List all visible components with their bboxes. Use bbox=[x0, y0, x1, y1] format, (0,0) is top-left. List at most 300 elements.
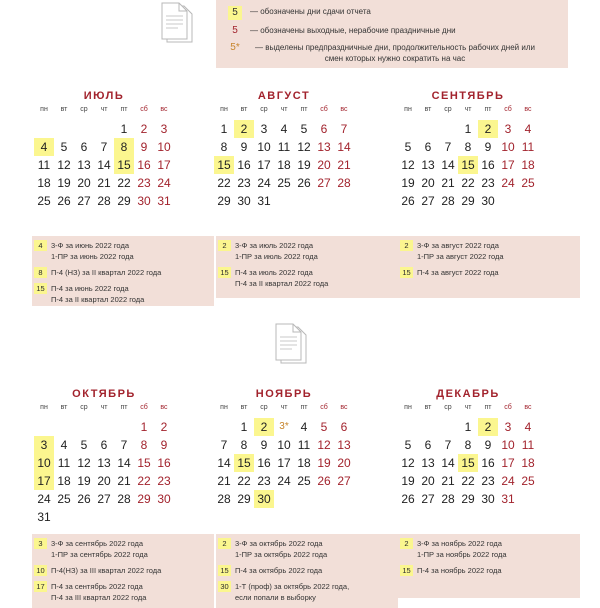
day-cell: 23 bbox=[481, 176, 495, 190]
day-cell: 3 bbox=[160, 122, 168, 136]
day-cell: 15 bbox=[458, 156, 478, 174]
report-line: 3-Ф за август 2022 года bbox=[417, 241, 499, 250]
day-cell: 24 bbox=[501, 474, 515, 488]
day-cell: 17 bbox=[277, 456, 291, 470]
week-row bbox=[214, 120, 354, 138]
legend-row bbox=[228, 6, 371, 20]
weekday-label: пт bbox=[300, 106, 308, 113]
report-day-badge: 2 bbox=[400, 240, 413, 251]
day-cell: 2 bbox=[140, 122, 148, 136]
report-day-badge: 30 bbox=[218, 581, 231, 592]
report-day-badge: 3 bbox=[34, 538, 47, 549]
day-cell: 31 bbox=[37, 510, 51, 524]
day-cell: 26 bbox=[57, 194, 71, 208]
day-cell: 13 bbox=[77, 158, 91, 172]
weekday-label: чт bbox=[100, 404, 108, 411]
day-cell: 19 bbox=[57, 176, 71, 190]
day-cell: 2 bbox=[254, 418, 274, 436]
report-line: 3-Ф за ноябрь 2022 года bbox=[417, 539, 502, 548]
day-cell: 8 bbox=[464, 140, 472, 154]
legend-row bbox=[228, 42, 558, 64]
day-cell: 27 bbox=[421, 194, 435, 208]
weekday-label: чт bbox=[100, 106, 108, 113]
empty-cell bbox=[314, 490, 334, 508]
day-cell: 14 bbox=[441, 456, 455, 470]
month-calendar bbox=[34, 90, 174, 210]
report-note bbox=[32, 538, 214, 560]
day-cell: 28 bbox=[441, 492, 455, 506]
weekday-label: вс bbox=[160, 106, 168, 113]
day-cell: 6 bbox=[320, 122, 328, 136]
day-cell: 23 bbox=[481, 474, 495, 488]
day-cell: 23 bbox=[237, 176, 251, 190]
day-cell: 22 bbox=[237, 474, 251, 488]
day-cell: 6 bbox=[80, 140, 88, 154]
day-cell: 25 bbox=[37, 194, 51, 208]
day-cell: 24 bbox=[277, 474, 291, 488]
week-row bbox=[398, 490, 538, 508]
report-line: 1-ПР за июнь 2022 года bbox=[51, 252, 134, 261]
day-cell: 13 bbox=[421, 158, 435, 172]
empty-cell bbox=[94, 120, 114, 138]
week-row bbox=[398, 472, 538, 490]
day-cell: 12 bbox=[317, 438, 331, 452]
day-cell: 13 bbox=[317, 140, 331, 154]
day-cell: 12 bbox=[77, 456, 91, 470]
day-cell: 29 bbox=[137, 492, 151, 506]
day-cell: 25 bbox=[521, 474, 535, 488]
day-cell: 19 bbox=[77, 474, 91, 488]
day-cell: 7 bbox=[444, 438, 452, 452]
day-cell: 4 bbox=[524, 420, 532, 434]
day-cell: 11 bbox=[521, 140, 535, 154]
report-lines bbox=[235, 267, 328, 289]
weekday-label: вт bbox=[240, 106, 248, 113]
day-cell: 4 bbox=[60, 438, 68, 452]
day-cell: 31 bbox=[257, 194, 271, 208]
day-cell: 28 bbox=[441, 194, 455, 208]
day-cell: 7 bbox=[340, 122, 348, 136]
weekday-label: ср bbox=[260, 404, 268, 411]
month-calendar bbox=[398, 388, 538, 508]
day-cell: 4 bbox=[280, 122, 288, 136]
month-calendar bbox=[214, 90, 354, 210]
report-notes bbox=[216, 236, 398, 298]
day-cell: 6 bbox=[100, 438, 108, 452]
day-cell: 6 bbox=[424, 140, 432, 154]
weekday-label: чт bbox=[464, 106, 472, 113]
report-line: 1-ПР за сентябрь 2022 года bbox=[51, 550, 148, 559]
report-line: 3-Ф за июль 2022 года bbox=[235, 241, 314, 250]
day-cell: 13 bbox=[337, 438, 351, 452]
report-line: 3-Ф за октябрь 2022 года bbox=[235, 539, 323, 548]
empty-cell bbox=[518, 490, 538, 508]
report-line: П-4 за июнь 2022 года bbox=[51, 284, 129, 293]
weekday-label: пн bbox=[404, 404, 412, 411]
week-row bbox=[34, 120, 174, 138]
empty-cell bbox=[74, 120, 94, 138]
empty-cell bbox=[114, 508, 134, 526]
report-day-badge: 10 bbox=[34, 565, 47, 576]
weekday-label: сб bbox=[140, 106, 148, 113]
day-cell: 30 bbox=[237, 194, 251, 208]
day-cell: 27 bbox=[97, 492, 111, 506]
day-cell: 5 bbox=[300, 122, 308, 136]
weekday-label: ср bbox=[80, 404, 88, 411]
day-cell: 12 bbox=[401, 158, 415, 172]
empty-cell bbox=[54, 508, 74, 526]
empty-cell bbox=[498, 192, 518, 210]
week-row bbox=[34, 454, 174, 472]
day-cell: 10 bbox=[501, 140, 515, 154]
empty-cell bbox=[398, 120, 418, 138]
day-cell: 23 bbox=[137, 176, 151, 190]
day-cell: 28 bbox=[117, 492, 131, 506]
weekday-label: сб bbox=[504, 404, 512, 411]
day-cell: 7 bbox=[120, 438, 128, 452]
day-cell: 2 bbox=[478, 418, 498, 436]
day-cell: 25 bbox=[521, 176, 535, 190]
weekday-label: вс bbox=[340, 404, 348, 411]
weekday-label: пн bbox=[220, 106, 228, 113]
day-cell: 10 bbox=[277, 438, 291, 452]
week-row bbox=[34, 472, 174, 490]
report-line: 1-Т (проф) за октябрь 2022 года, bbox=[235, 582, 350, 591]
day-cell: 9 bbox=[484, 140, 492, 154]
report-day-badge: 4 bbox=[34, 240, 47, 251]
day-cell: 9 bbox=[484, 438, 492, 452]
month-calendar bbox=[214, 388, 354, 508]
report-note bbox=[398, 565, 580, 576]
legend-row bbox=[228, 25, 456, 36]
weekday-label: сб bbox=[504, 106, 512, 113]
report-day-badge: 2 bbox=[400, 538, 413, 549]
report-line: П-4 за III квартал 2022 года bbox=[51, 593, 147, 602]
report-lines bbox=[51, 240, 134, 262]
empty-cell bbox=[214, 418, 234, 436]
day-cell: 10 bbox=[34, 454, 54, 472]
report-note bbox=[216, 267, 398, 289]
month-title: СЕНТЯБРЬ bbox=[431, 90, 505, 102]
week-row bbox=[214, 454, 354, 472]
day-cell: 4 bbox=[300, 420, 308, 434]
report-note bbox=[32, 240, 214, 262]
month-title: ДЕКАБРЬ bbox=[436, 388, 500, 400]
day-cell: 17 bbox=[501, 456, 515, 470]
weekday-header bbox=[34, 106, 174, 120]
day-cell: 1 bbox=[140, 420, 148, 434]
weekday-label: вт bbox=[60, 106, 68, 113]
report-day-badge: 15 bbox=[218, 565, 231, 576]
day-cell: 8 bbox=[114, 138, 134, 156]
legend-mark: 5* bbox=[230, 42, 240, 53]
weekday-label: чт bbox=[464, 404, 472, 411]
day-cell: 28 bbox=[217, 492, 231, 506]
report-lines bbox=[51, 565, 161, 576]
day-cell: 27 bbox=[317, 176, 331, 190]
weekday-header bbox=[34, 404, 174, 418]
report-lines bbox=[51, 267, 161, 278]
day-cell: 24 bbox=[257, 176, 271, 190]
report-line: П-4 за сентябрь 2022 года bbox=[51, 582, 143, 591]
day-cell: 12 bbox=[57, 158, 71, 172]
day-cell: 9 bbox=[240, 140, 248, 154]
day-cell: 14 bbox=[217, 456, 231, 470]
week-row bbox=[398, 174, 538, 192]
report-day-badge: 2 bbox=[218, 240, 231, 251]
report-line: 1-ПР за август 2022 года bbox=[417, 252, 504, 261]
day-cell: 8 bbox=[464, 438, 472, 452]
report-lines bbox=[417, 538, 507, 560]
day-cell: 26 bbox=[401, 194, 415, 208]
day-cell: 4 bbox=[34, 138, 54, 156]
day-cell: 15 bbox=[137, 456, 151, 470]
day-cell: 16 bbox=[237, 158, 251, 172]
day-cell: 17 bbox=[501, 158, 515, 172]
report-note bbox=[216, 581, 398, 603]
day-cell: 26 bbox=[401, 492, 415, 506]
empty-cell bbox=[438, 418, 458, 436]
empty-cell bbox=[334, 192, 354, 210]
weekday-label: вт bbox=[424, 404, 432, 411]
report-line: П-4 за август 2022 года bbox=[417, 268, 499, 277]
day-cell: 11 bbox=[297, 438, 311, 452]
day-cell: 28 bbox=[337, 176, 351, 190]
day-cell: 30 bbox=[157, 492, 171, 506]
day-cell: 5 bbox=[80, 438, 88, 452]
report-lines bbox=[417, 240, 504, 262]
day-cell: 1 bbox=[120, 122, 128, 136]
day-cell: 18 bbox=[277, 158, 291, 172]
day-cell: 16 bbox=[481, 456, 495, 470]
weekday-label: пт bbox=[120, 404, 128, 411]
report-lines bbox=[235, 240, 318, 262]
document-icon bbox=[158, 2, 194, 44]
day-cell: 5 bbox=[404, 438, 412, 452]
day-cell: 19 bbox=[297, 158, 311, 172]
day-cell: 30 bbox=[254, 490, 274, 508]
day-cell: 22 bbox=[461, 474, 475, 488]
report-day-badge: 15 bbox=[400, 267, 413, 278]
empty-cell bbox=[54, 418, 74, 436]
report-line: П-4 за ноябрь 2022 года bbox=[417, 566, 502, 575]
day-cell: 11 bbox=[521, 438, 535, 452]
weekday-label: вс bbox=[160, 404, 168, 411]
day-cell: 29 bbox=[461, 194, 475, 208]
day-cell: 29 bbox=[217, 194, 231, 208]
week-row bbox=[214, 174, 354, 192]
weekday-label: ср bbox=[80, 106, 88, 113]
report-lines bbox=[51, 581, 146, 603]
weekday-label: чт bbox=[280, 106, 288, 113]
day-cell: 31 bbox=[501, 492, 515, 506]
day-cell: 24 bbox=[157, 176, 171, 190]
weekday-label: пн bbox=[40, 404, 48, 411]
day-cell: 1 bbox=[240, 420, 248, 434]
empty-cell bbox=[54, 120, 74, 138]
day-cell: 2 bbox=[160, 420, 168, 434]
day-cell: 25 bbox=[277, 176, 291, 190]
day-cell: 26 bbox=[317, 474, 331, 488]
day-cell: 21 bbox=[97, 176, 111, 190]
report-note bbox=[398, 240, 580, 262]
week-row bbox=[398, 120, 538, 138]
empty-cell bbox=[34, 120, 54, 138]
report-line: 1-ПР за октябрь 2022 года bbox=[235, 550, 328, 559]
weekday-label: сб bbox=[320, 106, 328, 113]
day-cell: 19 bbox=[401, 474, 415, 488]
report-notes bbox=[32, 534, 214, 608]
day-cell: 15 bbox=[458, 454, 478, 472]
empty-cell bbox=[334, 490, 354, 508]
day-cell: 5 bbox=[60, 140, 68, 154]
day-cell: 27 bbox=[337, 474, 351, 488]
report-line: П-4 за II квартал 2022 года bbox=[235, 279, 329, 288]
week-row bbox=[214, 138, 354, 156]
weekday-label: вс bbox=[524, 106, 532, 113]
empty-cell bbox=[134, 508, 154, 526]
report-lines bbox=[51, 538, 148, 560]
day-cell: 10 bbox=[501, 438, 515, 452]
day-cell: 2 bbox=[478, 120, 498, 138]
day-cell: 15 bbox=[114, 156, 134, 174]
empty-cell bbox=[274, 490, 294, 508]
day-cell: 16 bbox=[481, 158, 495, 172]
day-cell: 11 bbox=[57, 456, 71, 470]
report-note bbox=[32, 267, 214, 278]
day-cell: 29 bbox=[117, 194, 131, 208]
day-cell: 16 bbox=[257, 456, 271, 470]
report-lines bbox=[235, 538, 327, 560]
day-cell: 20 bbox=[421, 176, 435, 190]
week-row bbox=[214, 490, 354, 508]
week-row bbox=[398, 138, 538, 156]
day-cell: 9 bbox=[260, 438, 268, 452]
day-cell: 18 bbox=[297, 456, 311, 470]
week-row bbox=[34, 418, 174, 436]
day-cell: 20 bbox=[77, 176, 91, 190]
day-cell: 22 bbox=[217, 176, 231, 190]
day-cell: 21 bbox=[217, 474, 231, 488]
report-note bbox=[398, 267, 580, 278]
report-lines bbox=[235, 581, 349, 603]
day-cell: 13 bbox=[97, 456, 111, 470]
day-cell: 26 bbox=[77, 492, 91, 506]
day-cell: 1 bbox=[464, 420, 472, 434]
day-cell: 23 bbox=[257, 474, 271, 488]
weekday-header bbox=[398, 106, 538, 120]
day-cell: 22 bbox=[137, 474, 151, 488]
report-day-badge: 8 bbox=[34, 267, 47, 278]
empty-cell bbox=[398, 418, 418, 436]
day-cell: 5 bbox=[404, 140, 412, 154]
report-line: П-4 за октябрь 2022 года bbox=[235, 566, 323, 575]
empty-cell bbox=[314, 192, 334, 210]
day-cell: 27 bbox=[421, 492, 435, 506]
report-line: П-4 (НЗ) за II квартал 2022 года bbox=[51, 268, 162, 277]
week-row bbox=[34, 156, 174, 174]
report-lines bbox=[417, 565, 502, 576]
day-cell: 12 bbox=[401, 456, 415, 470]
day-cell: 18 bbox=[521, 158, 535, 172]
month-title: НОЯБРЬ bbox=[255, 388, 313, 400]
day-cell: 12 bbox=[297, 140, 311, 154]
week-row bbox=[34, 192, 174, 210]
day-cell: 8 bbox=[140, 438, 148, 452]
report-note bbox=[32, 283, 214, 305]
report-day-badge: 15 bbox=[400, 565, 413, 576]
day-cell: 7 bbox=[220, 438, 228, 452]
document-icon bbox=[272, 323, 308, 365]
day-cell: 1 bbox=[220, 122, 228, 136]
day-cell: 19 bbox=[401, 176, 415, 190]
day-cell: 20 bbox=[97, 474, 111, 488]
weekday-label: пт bbox=[484, 404, 492, 411]
day-cell: 3* bbox=[279, 421, 289, 432]
report-notes bbox=[216, 534, 398, 608]
day-cell: 30 bbox=[481, 194, 495, 208]
weekday-label: вт bbox=[60, 404, 68, 411]
report-note bbox=[398, 538, 580, 560]
day-cell: 22 bbox=[117, 176, 131, 190]
day-cell: 11 bbox=[277, 140, 291, 154]
week-row bbox=[34, 490, 174, 508]
report-lines bbox=[235, 565, 322, 576]
report-lines bbox=[417, 267, 499, 278]
month-title: АВГУСТ bbox=[257, 90, 311, 102]
empty-cell bbox=[418, 120, 438, 138]
day-cell: 8 bbox=[240, 438, 248, 452]
day-cell: 11 bbox=[37, 158, 51, 172]
weekday-label: чт bbox=[280, 404, 288, 411]
report-line: П-4(НЗ) за III квартал 2022 года bbox=[51, 566, 162, 575]
day-cell: 21 bbox=[337, 158, 351, 172]
weekday-label: пн bbox=[220, 404, 228, 411]
empty-cell bbox=[518, 192, 538, 210]
report-day-badge: 15 bbox=[218, 267, 231, 278]
report-day-badge: 17 bbox=[34, 581, 47, 592]
report-note bbox=[216, 240, 398, 262]
week-row bbox=[34, 436, 174, 454]
empty-cell bbox=[418, 418, 438, 436]
day-cell: 17 bbox=[34, 472, 54, 490]
month-calendar bbox=[398, 90, 538, 210]
week-row bbox=[34, 138, 174, 156]
weekday-label: пн bbox=[40, 106, 48, 113]
report-line: если попали в выборку bbox=[235, 593, 316, 602]
day-cell: 29 bbox=[461, 492, 475, 506]
report-note bbox=[216, 538, 398, 560]
report-line: 3-Ф за июнь 2022 года bbox=[51, 241, 129, 250]
day-cell: 14 bbox=[337, 140, 351, 154]
week-row bbox=[34, 508, 174, 526]
day-cell: 16 bbox=[157, 456, 171, 470]
day-cell: 14 bbox=[97, 158, 111, 172]
week-row bbox=[398, 156, 538, 174]
empty-cell bbox=[94, 508, 114, 526]
week-row bbox=[398, 418, 538, 436]
weekday-label: ср bbox=[260, 106, 268, 113]
weekday-label: вс bbox=[340, 106, 348, 113]
day-cell: 15 bbox=[214, 156, 234, 174]
day-cell: 4 bbox=[524, 122, 532, 136]
day-cell: 8 bbox=[220, 140, 228, 154]
day-cell: 7 bbox=[100, 140, 108, 154]
report-notes bbox=[32, 236, 214, 306]
day-cell: 22 bbox=[461, 176, 475, 190]
day-cell: 20 bbox=[317, 158, 331, 172]
day-cell: 7 bbox=[444, 140, 452, 154]
